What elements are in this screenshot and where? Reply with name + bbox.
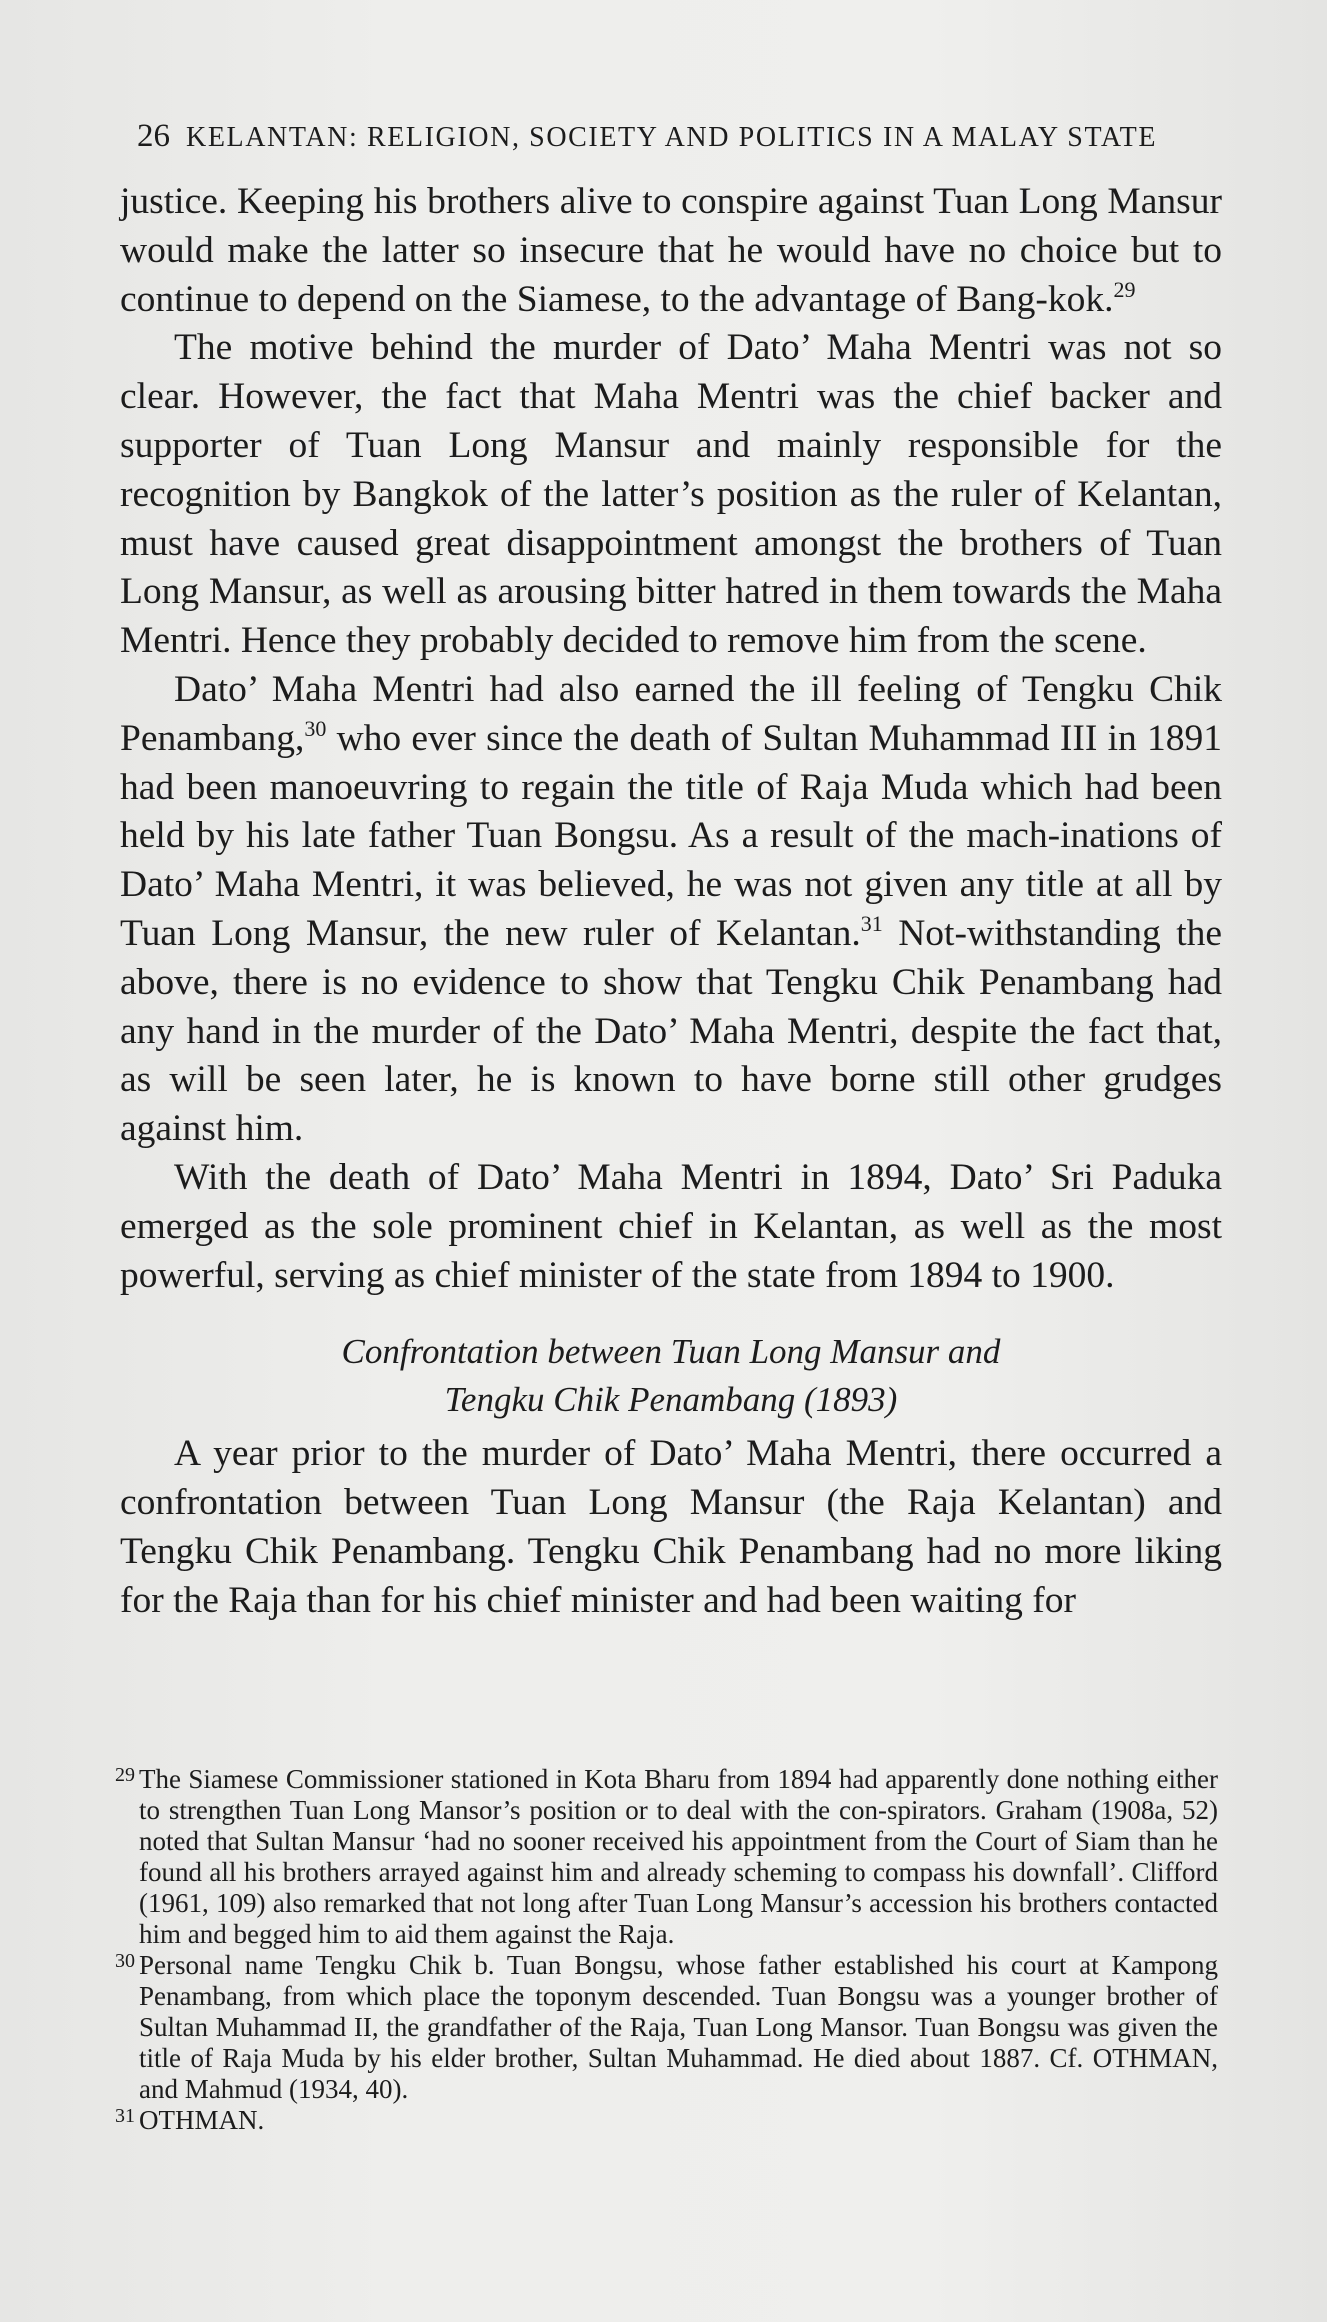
footnote-text: OTHMAN. xyxy=(139,2105,265,2135)
section-heading xyxy=(120,1328,1222,1424)
paragraph-3-text-c: Not-withstanding the above, there is no evidence to show that Tengku Chik Penambang had any hand in the murder of the Dato’ Maha Mentri, despite the fact that, as will be seen later, he is known to have borne still other grudges against him. xyxy=(120,912,1223,1150)
running-title: KELANTAN: RELIGION, SOCIETY AND POLITICS IN A MALAY STATE xyxy=(186,122,1158,153)
paragraph-5 xyxy=(120,1430,1222,1625)
footnote-30 xyxy=(115,1950,1218,2105)
footnote-ref-31: 31 xyxy=(860,910,883,936)
footnote-mark: 30 xyxy=(115,1950,135,1972)
footnote-text: Personal name Tengku Chik b. Tuan Bongsu, whose father established his court at Kampong Penambang, from which place the toponym descended. Tuan Bongsu was a younger brother of Sultan Muhammad II, the grandfather of the Raja, Tuan Long Mansor. Tuan Bongsu was given the title of Raja Muda by his elder brother, Sultan Muhammad. He died about 1887. Cf. OTHMAN, and Mahmud (1934, 40). xyxy=(139,1950,1218,2104)
footnote-ref-30: 30 xyxy=(304,715,327,741)
paragraph-4-text: With the death of Dato’ Maha Mentri in 1894, Dato’ Sri Paduka emerged as the sole prominent chief in Kelantan, as well as the most powerful, serving as chief minister of the state from 1894 to 1900. xyxy=(120,1156,1222,1296)
paragraph-5-text: A year prior to the murder of Dato’ Maha Mentri, there occurred a confrontation between Tuan Long Mansur (the Raja Kelantan) and Tengku Chik Penambang. Tengku Chik Penambang had no more liking for the Raja than for his chief minister and had been waiting for xyxy=(120,1433,1222,1621)
page-number: 26 xyxy=(137,118,170,154)
footnote-29 xyxy=(115,1764,1218,1950)
footnote-31 xyxy=(115,2105,1218,2136)
footnote-text: The Siamese Commissioner stationed in Kota Bharu from 1894 had apparently done nothing either to strengthen Tuan Long Mansor’s position or to deal with the con-spirators. Graham (1908a, 52) noted that Sultan Mansur ‘had no sooner received his appointment from the Court of Siam than he found all his brothers arrayed against him and already scheming to compass his downfall’. Clifford (1961, 109) also remarked that not long after Tuan Long Mansur’s accession his brothers contacted him and begged him to aid them against the Raja. xyxy=(139,1764,1218,1949)
footnote-mark: 29 xyxy=(115,1764,135,1786)
paragraph-4 xyxy=(120,1154,1222,1300)
paragraph-1-text: justice. Keeping his brothers alive to conspire against Tuan Long Mansur would make the latter so insecure that he would have no choice but to continue to depend on the Siamese, to the advantage of Bang-kok. xyxy=(120,181,1222,320)
paragraph-2-text: The motive behind the murder of Dato’ Maha Mentri was not so clear. However, the fact that Maha Mentri was the chief backer and supporter of Tuan Long Mansur and mainly responsible for the recognition by Bangkok of the latter’s position as the ruler of Kelantan, must have caused great disappointment amongst the brothers of Tuan Long Mansur, as well as arousing bitter hatred in them towards the Maha Mentri. Hence they probably decided to remove him from the scene. xyxy=(120,327,1222,662)
paragraph-2 xyxy=(120,324,1222,666)
running-header xyxy=(137,118,1217,155)
paragraph-3-text-b: who ever since the death of Sultan Muhammad III in 1891 had been manoeuvring to regain the title of Raja Muda which had been held by his late father Tuan Bongsu. As a result of the mach-inations of Dato’ Maha Mentri, it was believed, he was not given any title at all by Tuan Long Mansur, the new ruler of Kelantan. xyxy=(120,717,1222,954)
paragraph-1 xyxy=(120,178,1222,324)
paragraph-3 xyxy=(120,666,1222,1154)
paragraph-3-text-a: Dato’ Maha Mentri had also earned the ill feeling of Tengku Chik Penambang, xyxy=(120,668,1222,759)
footnote-ref-29: 29 xyxy=(1113,276,1136,302)
section-heading-line-2: Tengku Chik Penambang (1893) xyxy=(444,1380,898,1420)
footnotes xyxy=(115,1764,1218,2136)
main-text xyxy=(120,178,1222,1626)
section-heading-line-1: Confrontation between Tuan Long Mansur and xyxy=(341,1332,1001,1372)
footnote-mark: 31 xyxy=(115,2105,135,2127)
